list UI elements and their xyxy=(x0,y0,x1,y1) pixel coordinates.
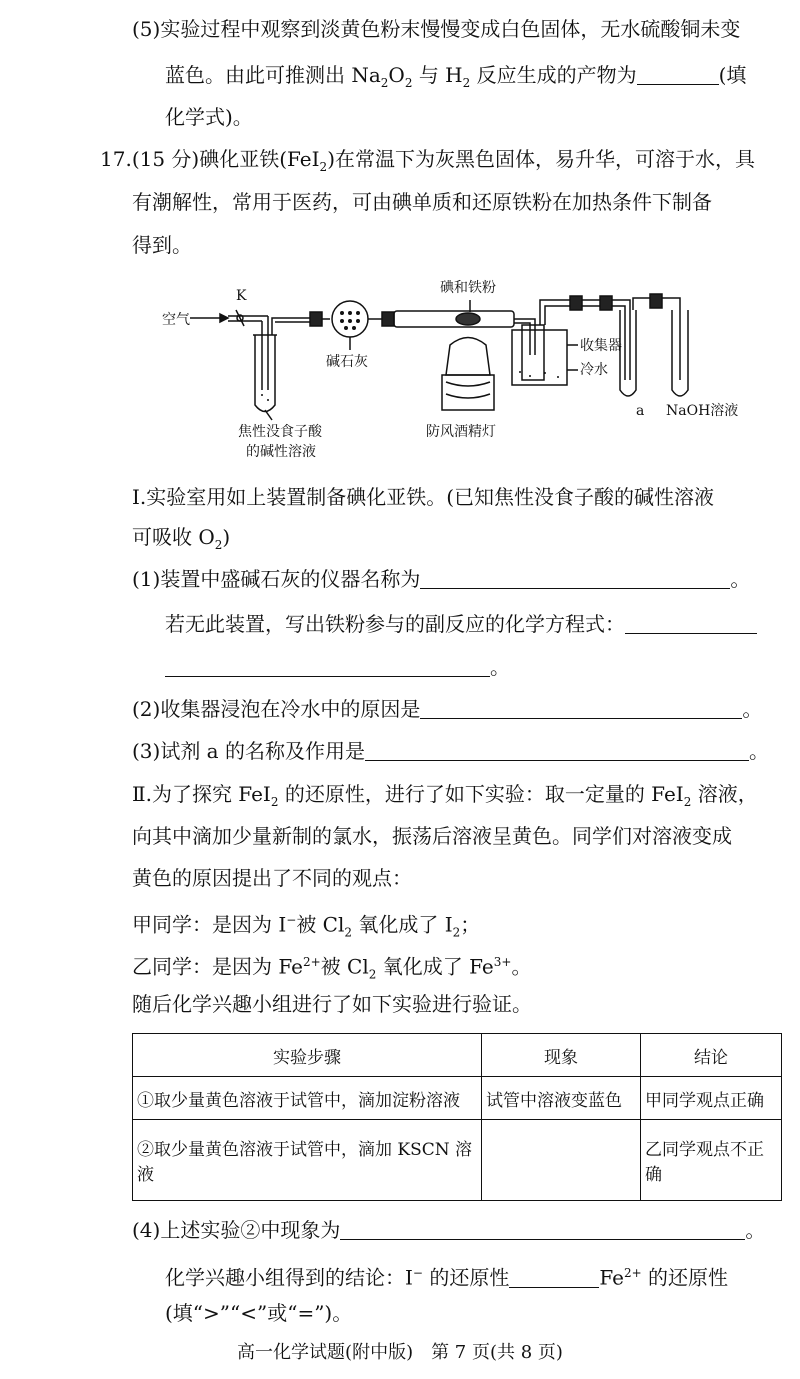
q4-text: 的还原性 xyxy=(422,1265,510,1290)
q4-line-3 xyxy=(165,1300,352,1326)
part1-q1-line-2 xyxy=(165,611,757,637)
part2-text: ； xyxy=(460,912,481,937)
subscript: 2 xyxy=(319,160,328,174)
superscript: 3+ xyxy=(493,955,512,969)
table-cell: ①取少量黄色溶液于试管中，滴加淀粉溶液 xyxy=(133,1077,482,1120)
part2-text: 被 Cl xyxy=(296,912,345,937)
answer-blank-q3[interactable] xyxy=(365,740,749,761)
reaction-tube xyxy=(394,311,514,327)
q1-text: 若无此装置，写出铁粉参与的副反应的化学方程式： xyxy=(165,612,625,636)
label-pyrogallol-2: 的碱性溶液 xyxy=(246,444,316,460)
label-lamp: 防风酒精灯 xyxy=(426,424,496,440)
q1-text: (1)装置中盛碱石灰的仪器名称为 xyxy=(132,567,421,591)
period: 。 xyxy=(742,697,763,721)
q5-text: (填 xyxy=(718,63,747,87)
table-header: 实验步骤 xyxy=(133,1034,482,1077)
label-reagent-a: a xyxy=(636,403,645,419)
q5-text: 化学式)。 xyxy=(165,105,253,129)
part2-line-3 xyxy=(132,865,412,891)
period: 。 xyxy=(748,739,769,763)
part2-text: 。 xyxy=(511,954,532,979)
alcohol-lamp xyxy=(446,338,490,376)
subscript: 2 xyxy=(452,925,461,940)
table-header: 结论 xyxy=(641,1034,782,1077)
q4-line-2 xyxy=(165,1260,728,1291)
subscript: 2 xyxy=(380,76,389,90)
answer-blank-equation-1[interactable] xyxy=(625,613,757,634)
part2-text: Ⅱ.为了探究 FeI xyxy=(132,782,271,806)
part2-text: 向其中滴加少量新制的氯水，振荡后溶液呈黄色。同学们对溶液变成 xyxy=(132,824,732,848)
q4-text: (4)上述实验②中现象为 xyxy=(132,1218,341,1242)
part1-intro-2 xyxy=(132,524,230,558)
q5-text: O xyxy=(388,63,405,87)
q5-text: 反应生成的产物为 xyxy=(470,63,637,87)
label-pyrogallol-1: 焦性没食子酸 xyxy=(238,424,322,440)
arrow-head-icon xyxy=(220,314,228,322)
label-naoh: NaOH溶液 xyxy=(666,403,739,419)
table-cell[interactable] xyxy=(482,1120,641,1201)
part1-text: ) xyxy=(222,525,231,549)
q17-text: 得到。 xyxy=(132,233,192,257)
answer-blank-q5[interactable] xyxy=(637,64,719,85)
answer-blank-q1[interactable] xyxy=(420,568,730,589)
question-number: 17. xyxy=(100,147,132,171)
part2-text: 乙同学：是因为 Fe xyxy=(132,954,303,979)
superscript: − xyxy=(286,913,297,927)
table-cell: 甲同学观点正确 xyxy=(641,1077,782,1120)
subscript: 2 xyxy=(462,76,471,90)
apparatus-diagram xyxy=(150,270,770,470)
q3-text: (3)试剂 a 的名称及作用是 xyxy=(132,739,365,763)
subscript: 2 xyxy=(404,76,413,90)
subscript: 2 xyxy=(270,795,279,809)
table-cell: 乙同学观点不正确 xyxy=(641,1120,782,1201)
superscript: − xyxy=(412,1266,423,1280)
q2-text: (2)收集器浸泡在冷水中的原因是 xyxy=(132,697,421,721)
label-iodine-iron: 碘和铁粉 xyxy=(440,280,496,296)
part2-text: 被 Cl xyxy=(320,954,369,979)
part2-text: 的还原性，进行了如下实验：取一定量的 FeI xyxy=(278,782,684,806)
part1-q2-line xyxy=(132,696,762,722)
part2-line-1 xyxy=(132,781,758,815)
subscript: 2 xyxy=(344,925,353,940)
part2-text: 黄色的原因提出了不同的观点： xyxy=(132,866,412,890)
page-footer: 高一化学试题(附中版) 第 7 页(共 8 页) xyxy=(237,1342,563,1363)
part1-q1-line xyxy=(132,566,750,592)
q5-text: 蓝色。由此可推测出 Na xyxy=(165,63,381,87)
label-valve: K xyxy=(236,288,247,304)
q5-text: (5)实验过程中观察到淡黄色粉末慢慢变成白色固体，无水硫酸铜未变 xyxy=(132,17,741,41)
table-row xyxy=(133,1077,782,1120)
q4-text: Fe xyxy=(599,1265,624,1290)
lamp-base xyxy=(442,375,494,410)
part2-text: 甲同学：是因为 I xyxy=(132,912,287,937)
period: 。 xyxy=(490,655,510,679)
part2-text: 氧化成了 I xyxy=(352,912,453,937)
label-soda-lime: 碱石灰 xyxy=(326,354,368,370)
q17-text: 有潮解性，常用于医药，可由碘单质和还原铁粉在加热条件下制备 xyxy=(132,190,712,214)
experiment-table xyxy=(132,1033,782,1201)
answer-blank-q4[interactable] xyxy=(340,1219,745,1240)
table-cell: ②取少量黄色溶液于试管中，滴加 KSCN 溶液 xyxy=(133,1120,482,1201)
part1-intro-1 xyxy=(132,484,714,510)
label-cold-water: 冷水 xyxy=(580,362,608,378)
answer-blank-compare[interactable] xyxy=(509,1267,599,1288)
part1-q1-line-3 xyxy=(165,654,510,680)
part2-text: 溶液， xyxy=(691,782,758,806)
q17-text: )在常温下为灰黑色固体，易升华，可溶于水，具 xyxy=(327,147,755,171)
q17-line-1 xyxy=(100,146,755,180)
q5-line-3 xyxy=(165,104,253,130)
label-air: 空气 xyxy=(162,312,190,328)
period: 。 xyxy=(745,1218,766,1242)
superscript: 2+ xyxy=(623,1266,642,1280)
test-tube-1 xyxy=(255,335,275,412)
subscript: 2 xyxy=(683,795,692,809)
part2-text: 随后化学兴趣小组进行了如下实验进行验证。 xyxy=(132,992,532,1016)
q5-text: 与 H xyxy=(412,63,463,87)
table-header: 现象 xyxy=(482,1034,641,1077)
test-tube-a xyxy=(620,310,636,396)
q4-text: (填“>”“<”或“=”)。 xyxy=(165,1301,353,1325)
part1-text: Ⅰ.实验室用如上装置制备碘化亚铁。(已知焦性没食子酸的碱性溶液 xyxy=(132,485,715,509)
q5-line-1 xyxy=(132,16,740,42)
q5-line-2 xyxy=(165,62,746,96)
q4-text: 的还原性 xyxy=(641,1265,729,1290)
q4-line-1 xyxy=(132,1217,765,1243)
part2-text: 氧化成了 Fe xyxy=(376,954,494,979)
table-cell: 试管中溶液变蓝色 xyxy=(482,1077,641,1120)
q17-line-2 xyxy=(132,189,712,215)
answer-blank-equation-2[interactable] xyxy=(165,656,490,677)
q4-text: 化学兴趣小组得到的结论：I xyxy=(165,1265,413,1290)
subscript: 2 xyxy=(214,538,223,552)
part2-yi xyxy=(132,949,531,988)
table-header-row xyxy=(133,1034,782,1077)
part1-text: 可吸收 O xyxy=(132,525,215,549)
subscript: 2 xyxy=(368,967,377,982)
apparatus-svg xyxy=(150,270,770,470)
part2-jia xyxy=(132,907,480,946)
period: 。 xyxy=(730,567,751,591)
q17-line-3 xyxy=(132,232,192,258)
part2-line-4 xyxy=(132,991,532,1017)
q17-text: (15 分)碘化亚铁(FeI xyxy=(131,147,320,171)
label-collector: 收集器 xyxy=(580,338,622,354)
table-row xyxy=(133,1120,782,1201)
part1-q3-line xyxy=(132,738,769,764)
superscript: 2+ xyxy=(302,955,321,969)
part2-line-2 xyxy=(132,823,732,849)
answer-blank-q2[interactable] xyxy=(420,698,742,719)
